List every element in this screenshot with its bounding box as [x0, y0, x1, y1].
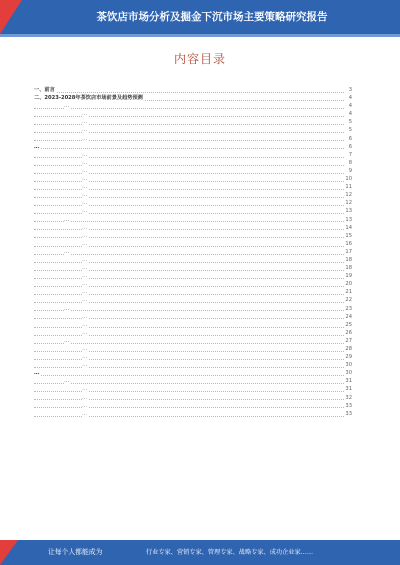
toc-entry-label: …: [82, 410, 88, 417]
toc-dot-leader: [34, 116, 344, 117]
toc-entry-page-number: 21: [345, 289, 352, 296]
toc-dot-leader: [34, 375, 344, 376]
toc-entry-label: …: [82, 297, 88, 304]
toc-dot-leader: [34, 294, 344, 295]
toc-entry-label: …: [82, 321, 88, 328]
toc-entry-label: …: [82, 232, 88, 239]
toc-entry-page-number: 11: [345, 184, 352, 191]
toc-dot-leader: [34, 327, 344, 328]
toc-entry-label: …: [64, 305, 70, 312]
toc-entry[interactable]: [34, 296, 352, 304]
toc-entry-page-number: 30: [345, 362, 352, 369]
toc-dot-leader: [34, 391, 344, 392]
toc-entry[interactable]: [34, 240, 352, 248]
toc-dot-leader: [34, 197, 344, 198]
toc-entry[interactable]: [34, 288, 352, 296]
toc-entry[interactable]: [34, 102, 352, 110]
toc-entry-label: …: [82, 119, 88, 126]
toc-entry-page-number: 22: [345, 297, 352, 304]
toc-entry-page-number: 4: [348, 111, 352, 118]
toc-dot-leader: [34, 254, 344, 255]
toc-dot-leader: [34, 221, 344, 222]
toc-entry-page-number: 5: [348, 127, 352, 134]
toc-entry-page-number: 4: [348, 95, 352, 102]
toc-entry-page-number: 19: [345, 273, 352, 280]
footer-corner-accent: [0, 540, 18, 565]
toc-entry[interactable]: [34, 353, 352, 361]
toc-entry[interactable]: [34, 151, 352, 159]
toc-entry[interactable]: [34, 272, 352, 280]
toc-entry[interactable]: [34, 143, 352, 151]
toc-dot-leader: [34, 302, 344, 303]
toc-entry-label: …: [82, 313, 88, 320]
toc-entry[interactable]: [34, 345, 352, 353]
toc-entry[interactable]: [34, 321, 352, 329]
toc-dot-leader: [34, 189, 344, 190]
toc-entry[interactable]: [34, 313, 352, 321]
toc-dot-leader: [34, 416, 344, 417]
toc-entry-page-number: 18: [345, 265, 352, 272]
toc-entry-page-number: 27: [345, 337, 352, 344]
toc-entry[interactable]: [34, 369, 352, 377]
toc-dot-leader: [34, 310, 344, 311]
toc-entry[interactable]: [34, 329, 352, 337]
toc-entry-page-number: 29: [345, 354, 352, 361]
toc-entry[interactable]: [34, 199, 352, 207]
toc-entry[interactable]: [34, 207, 352, 215]
toc-entry-page-number: 17: [345, 248, 352, 255]
toc-entry-label: …: [82, 386, 88, 393]
toc-entry-label: …: [82, 256, 88, 263]
table-of-contents: [34, 86, 352, 418]
toc-entry-page-number: 13: [345, 216, 352, 223]
toc-entry[interactable]: [34, 126, 352, 134]
toc-dot-leader: [34, 205, 344, 206]
toc-entry[interactable]: [34, 175, 352, 183]
toc-dot-leader: [34, 343, 344, 344]
toc-entry-label: …: [82, 208, 88, 215]
toc-entry-label: …: [82, 167, 88, 174]
toc-entry-label: 二、2023-2028年茶饮店市场前景及趋势预测: [34, 95, 143, 102]
toc-entry[interactable]: [34, 385, 352, 393]
toc-entry-label: …: [82, 176, 88, 183]
toc-entry-page-number: 32: [345, 394, 352, 401]
toc-dot-leader: [34, 351, 344, 352]
header-corner-accent: [0, 0, 22, 34]
toc-entry[interactable]: [34, 224, 352, 232]
toc-dot-leader: [34, 237, 344, 238]
toc-entry-label: …: [82, 159, 88, 166]
toc-entry-page-number: 13: [345, 208, 352, 215]
toc-entry[interactable]: [34, 305, 352, 313]
toc-entry-label: …: [64, 216, 70, 223]
toc-entry[interactable]: [34, 377, 352, 385]
toc-entry-page-number: 7: [348, 151, 352, 158]
toc-dot-leader: [34, 246, 344, 247]
toc-entry-label: …: [82, 394, 88, 401]
toc-entry-page-number: 31: [345, 386, 352, 393]
toc-entry-label: …: [82, 265, 88, 272]
toc-entry-page-number: 6: [348, 143, 352, 150]
toc-dot-leader: [34, 262, 344, 263]
toc-entry-page-number: 12: [345, 200, 352, 207]
toc-entry[interactable]: [34, 191, 352, 199]
toc-entry-label: …: [82, 362, 88, 369]
toc-dot-leader: [34, 132, 344, 133]
toc-entry-page-number: 9: [348, 167, 352, 174]
toc-dot-leader: [34, 278, 344, 279]
toc-dot-leader: [34, 399, 344, 400]
report-title: 茶饮店市场分析及掘金下沉市场主要策略研究报告: [96, 11, 328, 23]
toc-dot-leader: [34, 335, 344, 336]
toc-dot-leader: [34, 92, 344, 93]
toc-dot-leader: [34, 140, 344, 141]
toc-entry-label: …: [64, 337, 70, 344]
toc-entry[interactable]: [34, 183, 352, 191]
toc-entry-label: …: [82, 192, 88, 199]
toc-entry[interactable]: [34, 110, 352, 118]
toc-title: 内容目录: [173, 52, 226, 66]
toc-entry[interactable]: [34, 216, 352, 224]
toc-entry-page-number: 6: [348, 135, 352, 142]
toc-entry-page-number: 33: [345, 410, 352, 417]
toc-entry[interactable]: [34, 94, 352, 102]
toc-entry-page-number: 20: [345, 281, 352, 288]
toc-entry-label: …: [82, 111, 88, 118]
toc-dot-leader: [34, 213, 344, 214]
header-rule: [0, 34, 400, 37]
toc-dot-leader: [34, 318, 344, 319]
toc-entry-page-number: 14: [345, 224, 352, 231]
toc-entry-label: …: [82, 346, 88, 352]
toc-entry-page-number: 24: [345, 313, 352, 320]
toc-entry[interactable]: [34, 135, 352, 143]
toc-dot-leader: [34, 173, 344, 174]
toc-entry[interactable]: [34, 256, 352, 264]
toc-entry-label: …: [82, 184, 88, 191]
toc-dot-leader: [34, 367, 344, 368]
toc-entry-page-number: 5: [348, 119, 352, 126]
toc-entry-page-number: 33: [345, 402, 352, 409]
toc-entry-label: …: [82, 200, 88, 207]
toc-entry[interactable]: [34, 280, 352, 288]
toc-dot-leader: [34, 124, 344, 125]
toc-entry-page-number: 12: [345, 192, 352, 199]
toc-dot-leader: [34, 270, 344, 271]
toc-entry[interactable]: [34, 264, 352, 272]
toc-entry[interactable]: [34, 86, 352, 94]
toc-entry-page-number: 18: [345, 256, 352, 263]
toc-dot-leader: [34, 181, 344, 182]
toc-entry-page-number: 26: [345, 329, 352, 336]
toc-dot-leader: [34, 383, 344, 384]
footer-slogan: 让每个人都能成为: [48, 548, 103, 556]
toc-entry-page-number: 3: [348, 87, 352, 93]
toc-entry-page-number: 31: [345, 378, 352, 385]
toc-entry[interactable]: [34, 361, 352, 369]
toc-entry-page-number: 10: [345, 176, 352, 183]
toc-entry-label: …: [82, 329, 88, 336]
toc-entry[interactable]: [34, 394, 352, 402]
toc-entry-label: …: [82, 151, 88, 158]
toc-entry-page-number: 28: [345, 346, 352, 352]
toc-entry-label: …: [34, 143, 40, 150]
toc-entry-page-number: 15: [345, 232, 352, 239]
toc-entry-label: …: [82, 127, 88, 134]
toc-entry[interactable]: [34, 248, 352, 256]
toc-entry-label: …: [64, 248, 70, 255]
toc-dot-leader: [34, 148, 344, 149]
toc-entry[interactable]: [34, 402, 352, 410]
toc-dot-leader: [34, 157, 344, 158]
toc-dot-leader: [34, 286, 344, 287]
toc-dot-leader: [34, 165, 344, 166]
toc-entry-page-number: 25: [345, 321, 352, 328]
toc-entry-label: …: [82, 289, 88, 296]
toc-entry[interactable]: [34, 410, 352, 418]
toc-entry[interactable]: [34, 232, 352, 240]
toc-dot-leader: [34, 108, 344, 109]
toc-entry-label: …: [82, 240, 88, 247]
toc-entry-page-number: 30: [345, 370, 352, 377]
toc-entry-page-number: 8: [348, 159, 352, 166]
toc-dot-leader: [34, 359, 344, 360]
toc-dot-leader: [34, 229, 344, 230]
toc-entry-label: …: [64, 103, 70, 110]
toc-entry[interactable]: [34, 337, 352, 345]
toc-entry[interactable]: [34, 118, 352, 126]
toc-entry-label: …: [82, 135, 88, 142]
toc-entry[interactable]: [34, 167, 352, 175]
toc-entry-label: …: [34, 370, 40, 377]
toc-dot-leader: [34, 407, 344, 408]
toc-entry-page-number: 23: [345, 305, 352, 312]
toc-entry-label: …: [82, 224, 88, 231]
toc-entry-page-number: 4: [348, 103, 352, 110]
toc-entry-label: …: [82, 273, 88, 280]
footer-tagline: 行业专家、营销专家、管理专家、战略专家、成功企业家……: [146, 549, 314, 556]
toc-entry-label: 一、前言: [34, 87, 55, 93]
toc-entry-label: …: [82, 402, 88, 409]
toc-entry-page-number: 16: [345, 240, 352, 247]
toc-entry[interactable]: [34, 159, 352, 167]
toc-entry-label: …: [82, 281, 88, 288]
toc-entry-label: …: [64, 378, 70, 385]
toc-entry-label: …: [82, 354, 88, 361]
